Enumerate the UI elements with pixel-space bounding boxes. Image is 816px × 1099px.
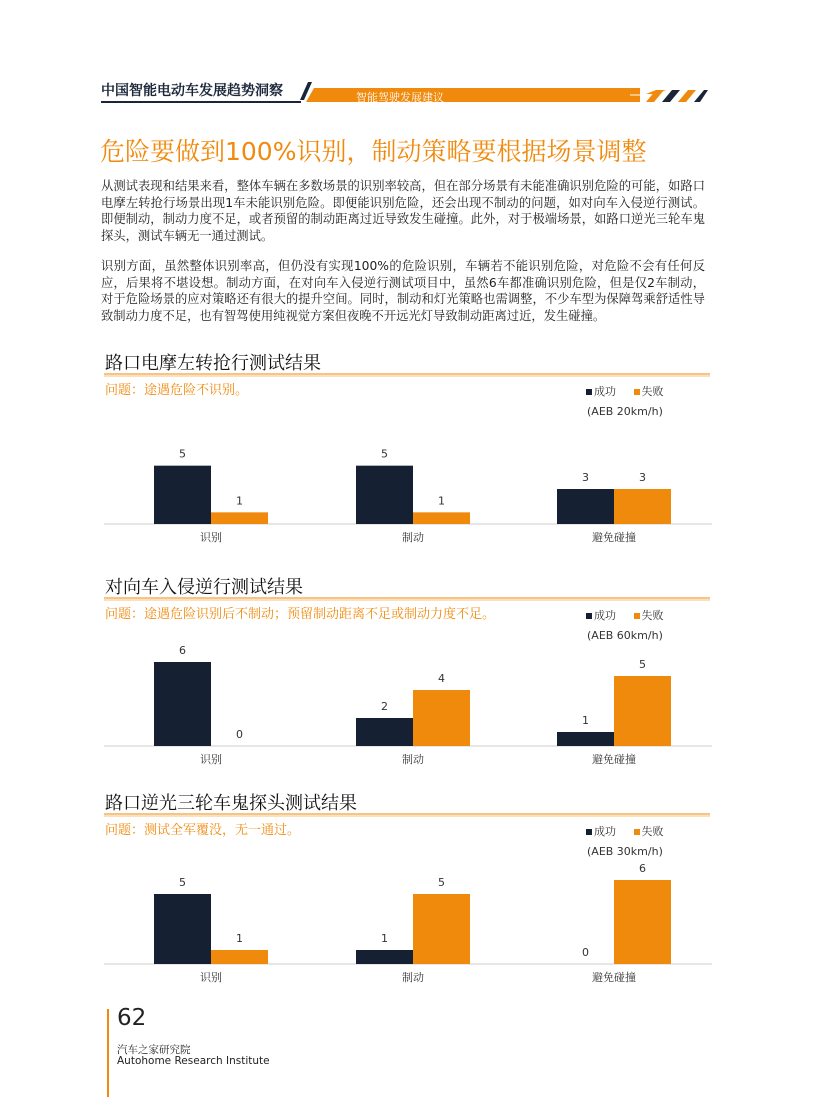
bar-failure-1 <box>211 950 268 964</box>
chart-title: 路口电摩左转抢行测试结果 <box>105 353 321 374</box>
footer-accent-bar <box>107 1009 109 1097</box>
bar-success-1 <box>154 894 211 964</box>
chart-title: 路口逆光三轮车鬼探头测试结果 <box>105 793 357 814</box>
legend-failure-label: 失败 <box>641 609 664 622</box>
chart-speed: (AEB 30km/h) <box>587 845 663 858</box>
header-rule <box>101 101 301 103</box>
data-label-failure-1: 1 <box>236 932 243 945</box>
bar-failure-1 <box>211 512 268 524</box>
bar-failure-3 <box>614 489 671 524</box>
data-label-failure-2: 1 <box>438 494 445 508</box>
category-label-3: 避免碰撞 <box>592 971 636 984</box>
bar-failure-2 <box>413 894 470 964</box>
chart-plot <box>100 789 716 989</box>
data-label-failure-3: 3 <box>639 471 646 484</box>
chart-plot <box>100 349 716 549</box>
data-label-success-1: 5 <box>179 876 186 889</box>
data-label-success-1: 5 <box>179 447 186 461</box>
chart-speed: (AEB 60km/h) <box>587 629 663 642</box>
bar-failure-2 <box>413 690 470 746</box>
category-label-2: 制动 <box>402 753 424 766</box>
data-label-success-1: 6 <box>179 644 186 657</box>
data-label-success-3: 1 <box>582 714 589 727</box>
paragraph-1: 从测试表现和结果来看，整体车辆在多数场景的识别率较高，但在部分场景有未能准确识别危险的可能，如路口电摩左转抢行场景出现1车未能识别危险。即便能识别危险，还会出现不制动的问题，如对向车入侵逆行测试。即便制动，制动力度不足，或者预留的制动距离过近导致发生碰撞。此外，对于极端场景，如路口逆光三轮车鬼探头，测试车辆无一通过测试。 <box>101 179 705 243</box>
chart-speed: (AEB 20km/h) <box>587 405 663 418</box>
chart-issue: 问题：途遇危险不识别。 <box>105 383 249 398</box>
data-label-success-2: 1 <box>381 932 388 945</box>
chart-title: 对向车入侵逆行测试结果 <box>105 577 303 598</box>
bar-success-1 <box>154 662 211 746</box>
org-name-en: Autohome Research Institute <box>117 1055 270 1067</box>
data-label-success-2: 2 <box>381 700 388 713</box>
bar-failure-3 <box>614 880 671 964</box>
report-title: 中国智能电动车发展趋势洞察 <box>101 83 283 99</box>
chart-1 <box>100 349 716 549</box>
data-label-failure-3: 5 <box>639 658 646 671</box>
category-label-1: 识别 <box>200 531 222 544</box>
legend-success-label: 成功 <box>594 385 616 398</box>
chart-2 <box>100 573 716 773</box>
data-label-failure-1: 0 <box>236 728 243 741</box>
bar-failure-2 <box>413 512 470 524</box>
bar-success-1 <box>154 466 211 524</box>
category-label-3: 避免碰撞 <box>592 531 636 544</box>
bar-success-2 <box>356 718 413 746</box>
header-section-label: 智能驾驶发展建议 <box>356 91 444 104</box>
chart-issue: 问题：测试全军覆没，无一通过。 <box>105 823 301 838</box>
data-label-success-3: 0 <box>582 946 589 959</box>
page-number: 62 <box>117 1005 147 1031</box>
bar-success-3 <box>557 732 614 746</box>
data-label-failure-3: 6 <box>639 862 646 875</box>
legend-success-label: 成功 <box>594 609 616 622</box>
page-title: 危险要做到100%识别，制动策略要根据场景调整 <box>100 137 647 166</box>
org-name-cn: 汽车之家研究院 <box>117 1044 191 1056</box>
legend-failure-label: 失败 <box>641 385 664 398</box>
chart-issue: 问题：途遇危险识别后不制动；预留制动距离不足或制动力度不足。 <box>105 607 496 622</box>
data-label-failure-2: 4 <box>438 672 445 685</box>
chart-3 <box>100 789 716 989</box>
data-label-success-2: 5 <box>381 447 388 461</box>
category-label-1: 识别 <box>200 971 222 984</box>
paragraph-2: 识别方面，虽然整体识别率高，但仍没有实现100%的危险识别，车辆若不能识别危险，对危险不会有任何反应，后果将不堪设想。制动方面，在对向车入侵逆行测试项目中，虽然6车都准确识别危险，但是仅2车制动，对于危险场景的应对策略还有很大的提升空间。同时，制动和灯光策略也需调整，不少车型为保障驾乘舒适性导致制动力度不足，也有智驾使用纯视觉方案但夜晚不开远光灯导致制动距离过近，发生碰撞。 <box>101 259 705 323</box>
category-label-1: 识别 <box>200 753 222 766</box>
legend-failure-label: 失败 <box>641 825 664 838</box>
chart-plot <box>100 573 716 773</box>
category-label-2: 制动 <box>402 531 424 544</box>
data-label-success-3: 3 <box>582 471 589 484</box>
category-label-2: 制动 <box>402 971 424 984</box>
header-band <box>290 80 710 108</box>
data-label-failure-1: 1 <box>236 494 243 508</box>
bar-success-2 <box>356 466 413 524</box>
category-label-3: 避免碰撞 <box>592 753 636 766</box>
bar-success-3 <box>557 489 614 524</box>
data-label-failure-2: 5 <box>438 876 445 889</box>
legend-success-label: 成功 <box>594 825 616 838</box>
bar-failure-3 <box>614 676 671 746</box>
bar-success-2 <box>356 950 413 964</box>
